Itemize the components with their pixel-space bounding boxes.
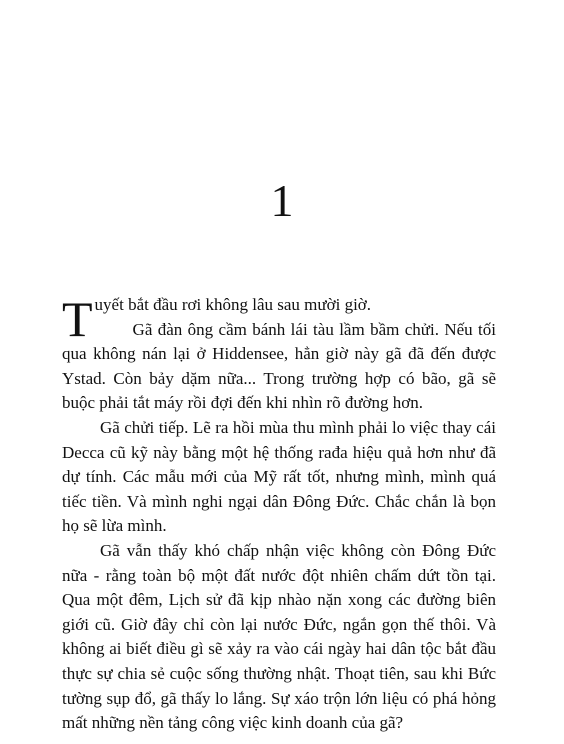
paragraph-2: Gã đàn ông cầm bánh lái tàu lầm bầm chửi. Nếu tối qua không nán lại ở Hiddensee, hẳn giờ này gã đã đến được Ystad. Còn bảy dặm nữa... Trong trường hợp có bão, gã sẽ buộc phải tắt máy rồi đợi đến khi nhìn rõ đường hơn. (62, 319, 496, 413)
paragraph-4: Gã vẫn thấy khó chấp nhận việc không còn Đông Đức nữa - rằng toàn bộ một đất nước đột nhiên chấm dứt tồn tại. Qua một đêm, Lịch sử đã kịp nhào nặn xong các đường biên giới cũ. Giờ đây chỉ còn lại nước Đức, ngắn gọn thế thôi. Và không ai biết điều gì sẽ xảy ra vào cái ngày hai dân tộc bắt đầu thực sự chia sẻ cuộc sống thường nhật. Thoạt tiên, sau khi Bức tường sụp đổ, gã thấy lo lắng. Sự xáo trộn lớn liệu có phá hỏng mất những nền tảng công việc kinh doanh của gã? (62, 540, 496, 733)
paragraph-1 (62, 291, 496, 347)
chapter-number: 1 (270, 175, 294, 226)
paragraph-1-text: uyết bắt đầu rơi không lâu sau mười giờ. (94, 295, 372, 314)
chapter-body (62, 293, 496, 736)
drop-cap: T (62, 291, 93, 347)
paragraph-3: Gã chửi tiếp. Lẽ ra hồi mùa thu mình phải lo việc thay cái Decca cũ kỹ này bằng một hệ thống rađa hiệu quả hơn như đã dự tính. Các mẫu mới của Mỹ rất tốt, nhưng mình, mình quá tiếc tiền. Và mình nghi ngại dân Đông Đức. Chắc chắn là bọn họ sẽ lừa mình. (62, 417, 496, 536)
